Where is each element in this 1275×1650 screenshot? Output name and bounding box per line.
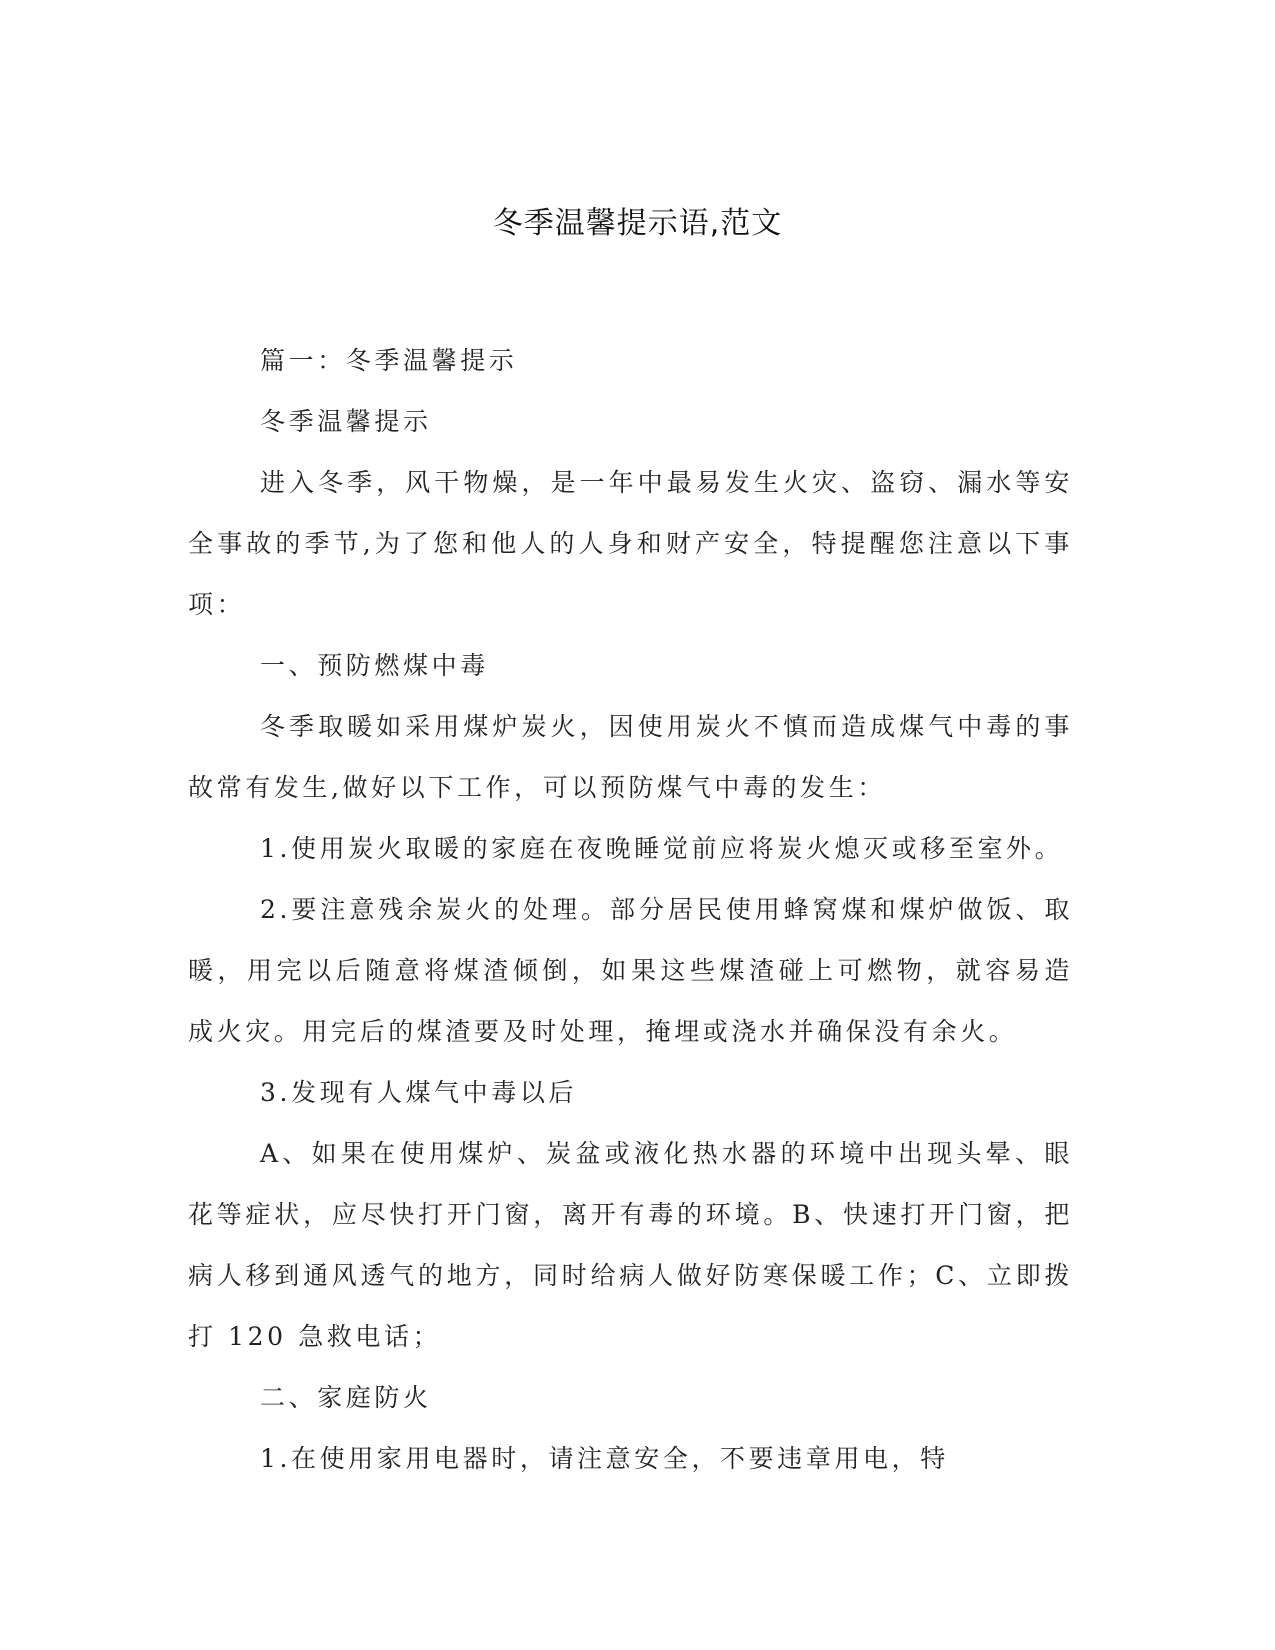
paragraph-heading-home-fire: 二、家庭防火 — [260, 1383, 432, 1412]
paragraph-intro: 进入冬季，风干物燥，是一年中最易发生火灾、盗窃、漏水等安全事故的季节,为了您和他人的人身和财产安全，特提醒您注意以下事项： — [188, 468, 1073, 619]
document-body — [188, 330, 1073, 1489]
paragraph-item-2: 2.要注意残余炭火的处理。部分居民使用蜂窝煤和煤炉做饭、取暖，用完以后随意将煤渣倾倒，如果这些煤渣碰上可燃物，就容易造成火灾。用完后的煤渣要及时处理，掩埋或浇水并确保没有余火。 — [188, 895, 1073, 1046]
document-title: 冬季温馨提示语,范文 — [492, 206, 783, 241]
paragraph-section-heading: 篇一：冬季温馨提示 — [260, 346, 518, 375]
paragraph-home-fire-item-1: 1.在使用家用电器时，请注意安全，不要违章用电，特 — [260, 1444, 949, 1473]
paragraph-item-3-details: A、如果在使用煤炉、炭盆或液化热水器的环境中出现头晕、眼花等症状，应尽快打开门窗，离开有毒的环境。B、快速打开门窗，把病人移到通风透气的地方，同时给病人做好防寒保暖工作；C、立即拨打 120 急救电话； — [188, 1139, 1073, 1351]
paragraph-coal-intro: 冬季取暖如采用煤炉炭火，因使用炭火不慎而造成煤气中毒的事故常有发生,做好以下工作，可以预防煤气中毒的发生： — [188, 712, 1073, 802]
paragraph-heading-coal-poisoning: 一、预防燃煤中毒 — [260, 651, 489, 680]
paragraph-item-1: 1.使用炭火取暖的家庭在夜晚睡觉前应将炭火熄灭或移至室外。 — [260, 834, 1064, 863]
paragraph-subtitle: 冬季温馨提示 — [260, 407, 432, 436]
paragraph-item-3: 3.发现有人煤气中毒以后 — [260, 1078, 578, 1107]
